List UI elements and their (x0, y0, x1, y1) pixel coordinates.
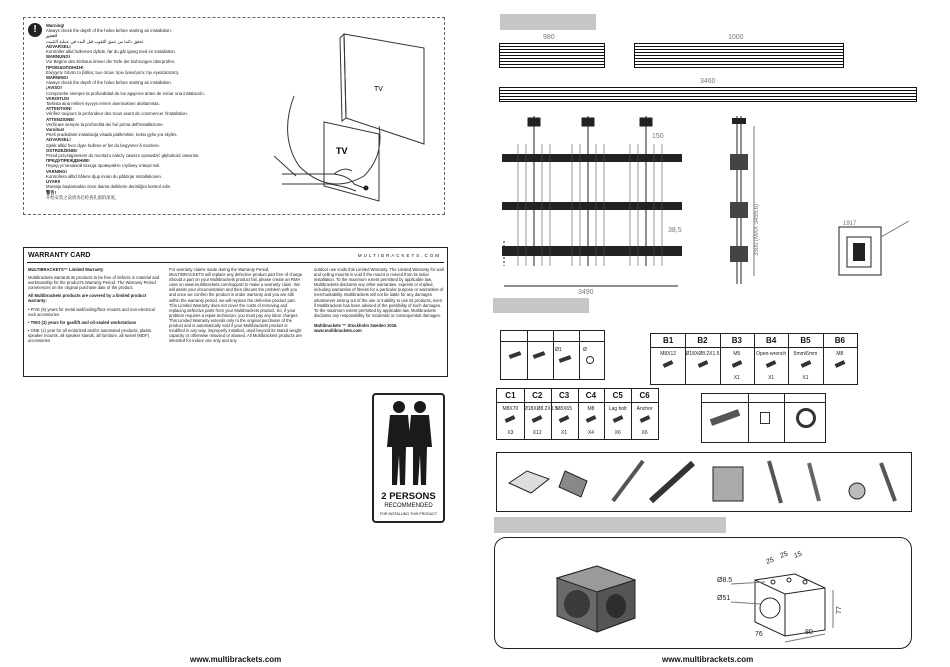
washer-icon (586, 356, 594, 364)
part-desc: Lag bolt (608, 406, 627, 412)
detail-panel (494, 537, 912, 649)
screw-icon (509, 351, 522, 359)
warning-line: تحقق دائما من عمق الثقوب قبل البدء في عملية التثبيت. (46, 38, 145, 44)
dim-80-label: 80 (805, 629, 813, 636)
warning-line: Sjekk alltid hvor dype hullene er før du begynner å montere. (46, 142, 160, 148)
warning-line: ADVARSEL! (46, 137, 71, 143)
parts-large-box (496, 452, 912, 512)
warranty-paragraph: • TWO (2) years for gas/lift and oil-sealed workstations (28, 319, 137, 325)
part-qty: X6 (641, 430, 648, 436)
dim-25a-label: 25 (765, 556, 776, 566)
warranty-column-2: For warranty claims made during the Warranty Period, MULTIBRACKETS will replace any defective product part free of charge. Should a part on your Multibrackets product fail, please create an RMA case on www.multibrackets.com/support to make a warranty claim. We will assist your documentation and then discuss the problem with you and once we confirm the product is under warranty and you are still within the warranty period, we will replace the defective product part. This Limited Warranty does not cover the costs of removing and replacing defective parts from your Multibrackets product. So, if your problem requires a repair technician, you must pay any labor charges. This Limited Warranty extends only to the original purchaser of the product and is automatically void if your Multibrackets product is modified in any way, improperly installed, used beyond its stated weight capacity or otherwise misused or abused. All Multibrackets products are intended for indoor use only and any (169, 267, 304, 344)
video-wall-side-diagram (722, 116, 762, 284)
warning-line: Montaja başlamadan önce daima deliklerin derinliğini kontrol edin. (46, 184, 172, 190)
warning-line: Перед установкой всегда проверяйте глубину отверстий. (46, 163, 161, 169)
parts-table-c (496, 388, 659, 440)
warning-text-list (46, 23, 276, 200)
part-icon (639, 415, 650, 423)
warning-line: ATTENTION! (46, 106, 72, 112)
tv-install-illustration (274, 26, 439, 211)
part-code: C1 (505, 391, 516, 400)
part-desc: M8X65 (556, 406, 572, 412)
warning-line: Compruebe siempre la profundidad de los agujeros antes de iniciar una instalación. (46, 90, 205, 96)
mount-plate-detail (835, 217, 913, 285)
section-header-dimensions (500, 14, 596, 30)
tv-label: TV (374, 86, 383, 93)
part-code: B1 (663, 336, 674, 345)
part-icon (663, 360, 674, 368)
dim-side-vertical-label: 3500 (MAX 3455.6) (754, 203, 760, 256)
part-icon (505, 415, 516, 423)
dim-3460-label: 3460 (700, 78, 716, 85)
warning-line: Vor Beginn des Einbaus immer die Tiefe der Bohrungen überprüfen. (46, 59, 176, 65)
part-desc: M8X70 (502, 406, 519, 412)
rail-3460 (499, 87, 917, 102)
warning-line: Tarkista aina reikien syvyys ennen asennuksen aloittamista. (46, 101, 160, 107)
warning-line: ¡AVISO! (46, 85, 62, 91)
warranty-paragraph: MULTIBRACKETS™ Limited Warranty (28, 267, 104, 272)
warning-line: ADVARSEL! (46, 43, 71, 49)
part-icon (697, 360, 708, 368)
part-icon (586, 415, 597, 423)
dim-25b-label: 25 (779, 550, 790, 560)
tv-label-zoom: TV (336, 146, 348, 156)
part-qty: X1 (768, 375, 775, 381)
dim-15-label: 15 (793, 550, 804, 560)
part-desc: Anchor (636, 406, 653, 412)
footer-url-right[interactable]: www.multibrackets.com (662, 655, 754, 664)
part-qty: X1 (733, 375, 740, 381)
warranty-title: WARRANTY CARD (28, 252, 91, 259)
dim-38-5-label: 38,5 (668, 227, 682, 234)
part-desc: Ø18XØ8.2X1.5 (685, 351, 720, 357)
dim-3490-label: 3490 (578, 289, 594, 296)
part-code: C2 (532, 391, 543, 400)
part-code: B2 (697, 336, 708, 345)
persons-title: 2 PERSONS (381, 491, 436, 502)
screw-icon (559, 355, 572, 363)
screw-icon (533, 351, 546, 359)
bracket-block-3d (551, 560, 641, 636)
warranty-card (23, 247, 448, 377)
warning-line: تحذير! (46, 33, 58, 39)
part-code: C3 (558, 391, 570, 400)
warranty-paragraph: • FIVE (5) years for metal wall/ceiling/floor mounts and non-electrical rack accessories (28, 306, 155, 317)
parts-table-d (701, 393, 826, 443)
dim-150-label: 150 (652, 133, 664, 140)
part-desc: M8 (587, 406, 595, 412)
warranty-paragraph: • ONE (1) year for all motorized and/or automated products, plastic speaker mounts, all speaker stands, all furniture, all swivel (MDF) accessories (28, 327, 152, 344)
warning-line: 警告! (46, 189, 57, 195)
warranty-paragraph: Multibrackets warrants its products to be free of defects in material and workmanship for the product's Warranty Period. The Warranty Period commences on the original purchase date of the product. (28, 275, 160, 291)
dim-1000-label: 1000 (728, 34, 744, 41)
warning-line: Varoitus! (46, 127, 65, 133)
dim-77-label: 77 (836, 606, 843, 614)
part-icon (612, 415, 623, 423)
warning-line: Ελέγχετε πάντα το βάθος των οπών πριν ξεκινήσετε την εγκατάσταση. (46, 69, 180, 75)
warranty-brand: MULTIBRACKETS.COM (357, 253, 441, 258)
ring-icon (796, 408, 816, 428)
warning-line: Verificare sempre la profondità dei fori prima dell'installazione. (46, 121, 164, 127)
part-code: C6 (639, 391, 650, 400)
rail-980 (499, 43, 605, 68)
warning-line: Prieš pradedami instaliaciją visada patikrinkite, kokio gylio yra skylės. (46, 132, 178, 138)
rail-1000 (634, 43, 844, 68)
warning-line: WARNING! (46, 75, 69, 81)
parts-table-a (500, 330, 605, 380)
part-a-label-1: Ø1 (555, 347, 562, 353)
warning-panel (23, 17, 445, 215)
warning-line: Przed przystąpieniem do montażu należy zawsze sprawdzić głębokość otworów. (46, 153, 200, 159)
part-desc: 5mm/6mm (793, 351, 818, 357)
warning-line: UYARI! (46, 179, 61, 185)
part-qty: X4 (587, 430, 594, 436)
warning-line: VAROITUS! (46, 95, 70, 101)
part-qty: X3 (507, 430, 514, 436)
warning-icon: ! (28, 23, 42, 37)
nut-icon (760, 412, 770, 424)
part-desc: M8X12 (660, 351, 677, 357)
warning-line: OSTRZEŻENIE! (46, 147, 78, 153)
persons-recommended: RECOMMENDED (384, 503, 433, 509)
warning-line: Always check the depth of the holes before starting an installation. (46, 80, 172, 86)
warranty-address: Multibrackets ™ Stockholm Sweden 2016. (314, 322, 398, 328)
part-desc: Ø18XØ8.2X1.5 (523, 406, 558, 412)
two-persons-icon (380, 399, 438, 485)
warning-line: ATTENZIONE! (46, 116, 75, 122)
warning-line: VARNING! (46, 168, 67, 174)
part-icon (731, 360, 742, 368)
warranty-column-3: outdoor use voids this Limited Warranty. The Limited Warranty for wall and ceiling mounts is void if the mount is moved from its initial installation. To the maximum extent permitted by applicable law, Multibrackets disclaims any other warranties, express or implied, including warranties of fitness for a particular purpose or warranties of merchantability. Multibrackets will not be liable for any damages whatsoever arising out of the use or inability to use its products, even if Multibrackets has been advised of the possibility of such damages. To the maximum extent permitted by applicable law, Multibrackets disclaims any responsibility for incidental or consequential damages. (314, 267, 444, 318)
warning-line: Always check the depth of the holes before starting an installation. (46, 28, 172, 34)
large-parts-illustrations (497, 453, 911, 511)
part-code: B6 (834, 336, 845, 345)
footer-url-left[interactable]: www.multibrackets.com (190, 655, 282, 664)
rail-piece-icon (710, 409, 741, 426)
part-code: B5 (800, 336, 811, 345)
part-desc: Open-wrench (756, 351, 787, 357)
warranty-column-1 (28, 267, 160, 346)
warranty-paragraph: All Multibrackets products are covered by a limited product warranty: (28, 293, 147, 304)
warning-line: Vérifiez toujours la profondeur des trous avant de commencer l'installation. (46, 111, 188, 117)
warning-line: 开始安装之前请务必检查孔洞的深度。 (46, 194, 120, 200)
warning-line: WARNUNG! (46, 54, 71, 60)
warning-line: Warning! (46, 23, 65, 28)
warning-line: ΠΡΟΕΙΔΟΠΟΙΗΣΗ! (46, 64, 84, 70)
warning-line: Kontrollera alltid hålens djup innan du påbörjar installationen. (46, 173, 163, 179)
part-icon (532, 415, 543, 423)
part-a-label-2: Ø (583, 347, 587, 353)
persons-subtext: FOR INSTALLING THIS PRODUCT (379, 512, 438, 516)
warning-line: Kontroller altid hullernes dybde, før du går igang med en installation. (46, 49, 176, 55)
bracket-block-drawing (715, 544, 905, 644)
part-qty: X1 (802, 375, 809, 381)
part-icon (559, 415, 570, 423)
part-icon (834, 360, 845, 368)
parts-table-b (650, 333, 858, 385)
part-code: C5 (612, 391, 623, 400)
part-icon (800, 360, 811, 368)
part-qty: X1 (561, 430, 568, 436)
part-code: C4 (585, 391, 597, 400)
part-qty: X6 (614, 430, 621, 436)
dim-980-label: 980 (543, 34, 555, 41)
dim-d8-5-label: Ø8.5 (717, 577, 733, 584)
part-desc: M5 (733, 351, 741, 357)
part-icon (766, 360, 777, 368)
part-code: B3 (731, 336, 742, 345)
section-header-detail (494, 517, 726, 533)
two-persons-sign (372, 393, 445, 523)
warning-line: ПРЕДУПРЕЖДЕНИЕ! (46, 158, 90, 164)
dim-76-label: 76 (755, 631, 763, 638)
part-qty: X12 (532, 430, 542, 436)
part-desc: M8 (836, 351, 844, 357)
dim-1917-label: 1917 (843, 221, 857, 227)
part-code: B4 (766, 336, 777, 345)
video-wall-front-diagram (498, 116, 698, 296)
section-header-parts (493, 298, 589, 313)
warranty-url: www.multibrackets.com (314, 328, 362, 334)
dim-d51-label: Ø51 (717, 595, 731, 602)
